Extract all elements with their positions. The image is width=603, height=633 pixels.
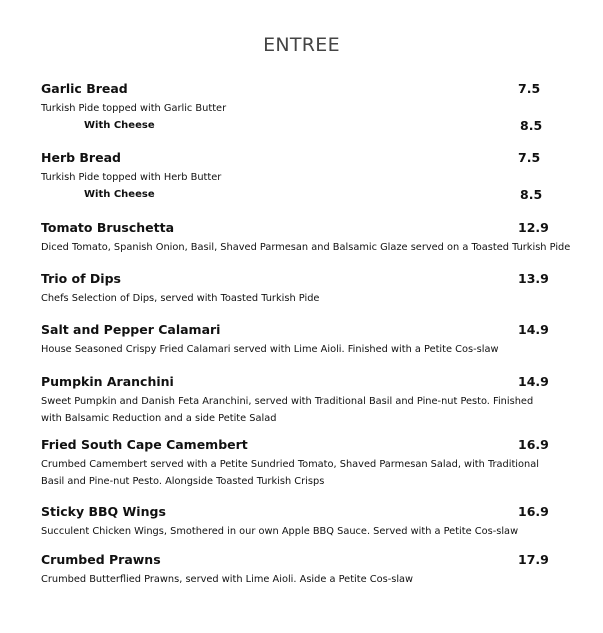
option-price: 8.5 bbox=[520, 118, 543, 133]
item-price: 16.9 bbox=[518, 504, 549, 519]
menu-item-pumpkin-aranchini bbox=[41, 373, 551, 427]
menu-item-salt-pepper-calamari bbox=[41, 321, 551, 358]
item-price: 14.9 bbox=[518, 374, 549, 389]
item-price: 12.9 bbox=[518, 220, 549, 235]
item-description: Chefs Selection of Dips, served with Toasted Turkish Pide bbox=[41, 293, 320, 304]
option-name: With Cheese bbox=[84, 120, 155, 131]
option-name: With Cheese bbox=[84, 189, 155, 200]
item-description: Crumbed Camembert served with a Petite Sundried Tomato, Shaved Parmesan Salad, with Traditional Basil and Pine-nut Pesto. Alongside Toasted Turkish Crisps bbox=[41, 459, 539, 487]
item-option bbox=[41, 187, 551, 203]
item-name: Pumpkin Aranchini bbox=[41, 374, 174, 389]
item-price: 13.9 bbox=[518, 271, 549, 286]
item-name: Garlic Bread bbox=[41, 81, 128, 96]
item-name: Tomato Bruschetta bbox=[41, 220, 175, 235]
menu-item-sticky-bbq-wings bbox=[41, 503, 551, 540]
item-description: Turkish Pide topped with Herb Butter bbox=[41, 172, 222, 183]
menu-item-garlic-bread bbox=[41, 80, 551, 134]
menu-item-herb-bread bbox=[41, 149, 551, 203]
menu-item-crumbed-prawns bbox=[41, 551, 551, 588]
item-description: Succulent Chicken Wings, Smothered in our own Apple BBQ Sauce. Served with a Petite Cos-slaw bbox=[41, 526, 519, 537]
menu-item-tomato-bruschetta bbox=[41, 219, 571, 256]
item-price: 7.5 bbox=[518, 150, 541, 165]
item-description: House Seasoned Crispy Fried Calamari served with Lime Aioli. Finished with a Petite Cos-slaw bbox=[41, 344, 499, 355]
page-title: ENTREE bbox=[263, 34, 340, 56]
item-description: Sweet Pumpkin and Danish Feta Aranchini, served with Traditional Basil and Pine-nut Pesto. Finished with Balsamic Reduction and a side Petite Salad bbox=[41, 396, 534, 424]
item-name: Trio of Dips bbox=[41, 271, 121, 286]
item-price: 14.9 bbox=[518, 322, 549, 337]
menu-item-fried-camembert bbox=[41, 436, 551, 490]
item-option bbox=[41, 118, 551, 134]
item-name: Fried South Cape Camembert bbox=[41, 437, 248, 452]
menu-item-trio-of-dips bbox=[41, 270, 551, 307]
item-price: 16.9 bbox=[518, 437, 549, 452]
item-description: Turkish Pide topped with Garlic Butter bbox=[41, 103, 227, 114]
item-description: Crumbed Butterflied Prawns, served with Lime Aioli. Aside a Petite Cos-slaw bbox=[41, 574, 414, 585]
item-name: Crumbed Prawns bbox=[41, 552, 161, 567]
item-description: Diced Tomato, Spanish Onion, Basil, Shaved Parmesan and Balsamic Glaze served on a Toasted Turkish Pide bbox=[41, 242, 571, 253]
option-price: 8.5 bbox=[520, 187, 543, 202]
item-price: 7.5 bbox=[518, 81, 541, 96]
item-name: Salt and Pepper Calamari bbox=[41, 322, 221, 337]
item-name: Herb Bread bbox=[41, 150, 121, 165]
item-name: Sticky BBQ Wings bbox=[41, 504, 166, 519]
item-price: 17.9 bbox=[518, 552, 549, 567]
